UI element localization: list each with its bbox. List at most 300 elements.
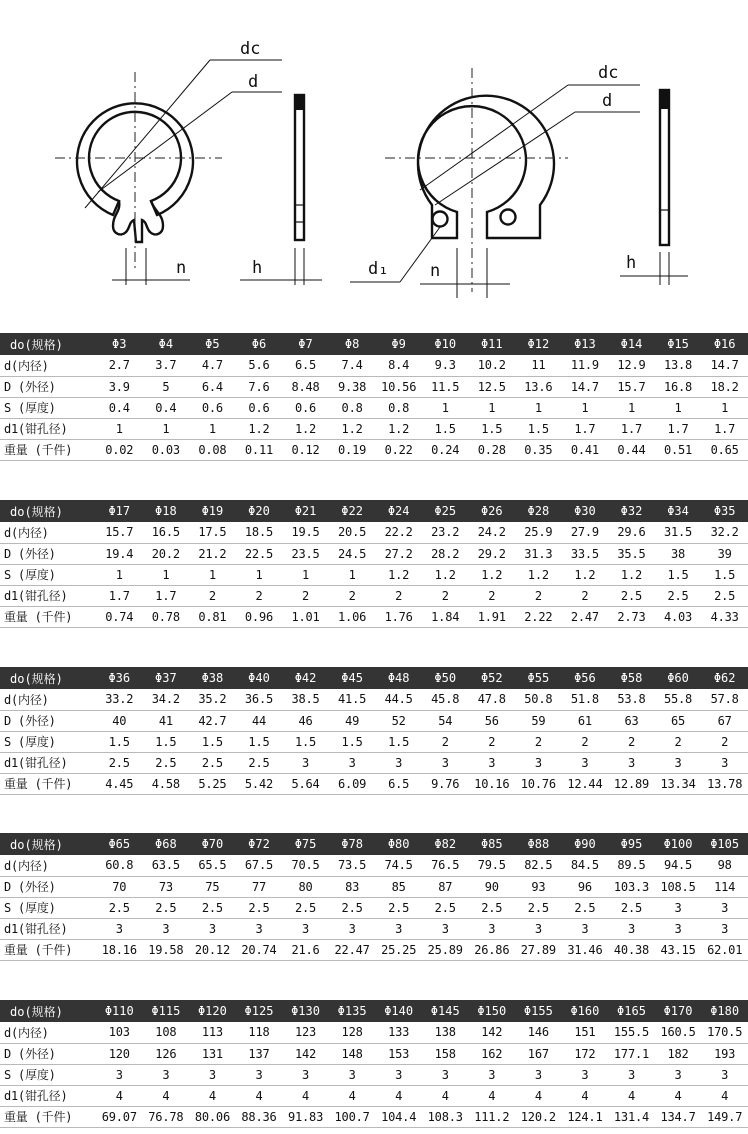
table-cell: 55.8 [655, 689, 702, 710]
row-label: D (外径) [0, 710, 96, 731]
table-cell: 3 [189, 918, 236, 939]
table-cell: 134.7 [655, 1106, 702, 1127]
table-header-row [0, 500, 748, 522]
table-cell: 15.7 [608, 376, 655, 397]
table-cell: 10.76 [515, 773, 562, 794]
table-cell: 5.25 [189, 773, 236, 794]
table-cell: 128 [329, 1022, 376, 1043]
table-cell: 1.5 [375, 731, 422, 752]
row-label: 重量 (千件) [0, 439, 96, 460]
table-cell: 118 [236, 1022, 283, 1043]
row-label: D (外径) [0, 543, 96, 564]
table-cell: 3 [701, 1064, 748, 1085]
size-header: Φ37 [143, 667, 190, 689]
row-label: D (外径) [0, 376, 96, 397]
table-cell: 2.5 [608, 897, 655, 918]
table-cell: 60.8 [96, 855, 143, 876]
row-label: D (外径) [0, 1043, 96, 1064]
table-row [0, 355, 748, 376]
table-cell: 54 [422, 710, 469, 731]
table-row [0, 897, 748, 918]
row-label: D (外径) [0, 876, 96, 897]
table-cell: 80.06 [189, 1106, 236, 1127]
table-cell: 20.74 [236, 939, 283, 960]
table-cell: 20.12 [189, 939, 236, 960]
table-cell: 100.7 [329, 1106, 376, 1127]
table-cell: 3 [655, 918, 702, 939]
table-cell: 2.5 [143, 752, 190, 773]
table-cell: 82.5 [515, 855, 562, 876]
table-cell: 2 [236, 585, 283, 606]
size-header: Φ17 [96, 500, 143, 522]
table-cell: 3 [282, 752, 329, 773]
table-cell: 1.2 [469, 564, 516, 585]
table-cell: 1 [655, 397, 702, 418]
table-cell: 3 [422, 1064, 469, 1085]
table-cell: 131.4 [608, 1106, 655, 1127]
table-cell: 4.03 [655, 606, 702, 627]
table-cell: 1.7 [701, 418, 748, 439]
table-cell: 8.4 [375, 355, 422, 376]
table-cell: 4.33 [701, 606, 748, 627]
size-header: Φ52 [469, 667, 516, 689]
table-cell: 160.5 [655, 1022, 702, 1043]
table-cell: 2.5 [701, 585, 748, 606]
table-cell: 2.5 [515, 897, 562, 918]
table-cell: 10.56 [375, 376, 422, 397]
table-cell: 3 [655, 1064, 702, 1085]
size-header: Φ58 [608, 667, 655, 689]
table-cell: 3.7 [143, 355, 190, 376]
table-cell: 90 [469, 876, 516, 897]
table-cell: 84.5 [562, 855, 609, 876]
table-cell: 8.48 [282, 376, 329, 397]
size-header: Φ60 [655, 667, 702, 689]
table-cell: 2.5 [608, 585, 655, 606]
header-label: do(规格) [0, 1000, 96, 1022]
retaining-ring-drawing [0, 0, 748, 320]
table-cell: 4 [562, 1085, 609, 1106]
table-cell: 1.7 [143, 585, 190, 606]
table-cell: 7.4 [329, 355, 376, 376]
size-header: Φ20 [236, 500, 283, 522]
table-cell: 11.5 [422, 376, 469, 397]
table-row [0, 1022, 748, 1043]
row-label: d(内径) [0, 689, 96, 710]
table-cell: 1 [96, 564, 143, 585]
table-cell: 6.5 [282, 355, 329, 376]
table-cell: 41 [143, 710, 190, 731]
table-cell: 1 [515, 397, 562, 418]
label-d-right: d [602, 91, 613, 111]
table-cell: 27.89 [515, 939, 562, 960]
size-header: Φ5 [189, 333, 236, 355]
label-h-left: h [252, 258, 263, 278]
size-header: Φ34 [655, 500, 702, 522]
table-cell: 25.9 [515, 522, 562, 543]
table-cell: 88.36 [236, 1106, 283, 1127]
table-cell: 148 [329, 1043, 376, 1064]
size-header: Φ160 [562, 1000, 609, 1022]
table-cell: 2 [375, 585, 422, 606]
row-label: S (厚度) [0, 564, 96, 585]
table-row [0, 585, 748, 606]
table-cell: 6.5 [375, 773, 422, 794]
table-cell: 3 [469, 752, 516, 773]
table-cell: 18.5 [236, 522, 283, 543]
table-cell: 3 [329, 1064, 376, 1085]
table-cell: 3 [562, 918, 609, 939]
table-cell: 2 [282, 585, 329, 606]
table-cell: 2.5 [655, 585, 702, 606]
table-cell: 38.5 [282, 689, 329, 710]
size-header: Φ16 [701, 333, 748, 355]
label-n-left: n [176, 258, 187, 278]
table-cell: 193 [701, 1043, 748, 1064]
table-cell: 177.1 [608, 1043, 655, 1064]
table-cell: 3 [515, 918, 562, 939]
table-cell: 33.5 [562, 543, 609, 564]
table-cell: 33.2 [96, 689, 143, 710]
table-cell: 10.2 [469, 355, 516, 376]
table-cell: 2 [422, 731, 469, 752]
table-cell: 73 [143, 876, 190, 897]
table-row [0, 752, 748, 773]
table-cell: 1 [143, 564, 190, 585]
table-row [0, 876, 748, 897]
table-cell: 63.5 [143, 855, 190, 876]
table-cell: 3 [375, 918, 422, 939]
size-header: Φ88 [515, 833, 562, 855]
table-cell: 3 [562, 1064, 609, 1085]
table-cell: 158 [422, 1043, 469, 1064]
table-cell: 1.5 [329, 731, 376, 752]
label-n-right: n [430, 261, 441, 281]
row-label: 重量 (千件) [0, 773, 96, 794]
table-cell: 13.8 [655, 355, 702, 376]
table-cell: 19.5 [282, 522, 329, 543]
label-dc-left: dc [240, 39, 261, 59]
table-cell: 18.16 [96, 939, 143, 960]
table-cell: 3 [236, 1064, 283, 1085]
table-cell: 182 [655, 1043, 702, 1064]
table-cell: 11.9 [562, 355, 609, 376]
table-cell: 67.5 [236, 855, 283, 876]
table-cell: 1.5 [236, 731, 283, 752]
table-cell: 3 [562, 752, 609, 773]
row-label: d(内径) [0, 855, 96, 876]
size-header: Φ145 [422, 1000, 469, 1022]
table-cell: 170.5 [701, 1022, 748, 1043]
table-cell: 0.24 [422, 439, 469, 460]
table-cell: 124.1 [562, 1106, 609, 1127]
table-cell: 22.5 [236, 543, 283, 564]
table-cell: 3 [701, 918, 748, 939]
table-cell: 18.2 [701, 376, 748, 397]
table-cell: 2 [701, 731, 748, 752]
table-cell: 1.2 [375, 564, 422, 585]
table-cell: 23.2 [422, 522, 469, 543]
table-cell: 2.22 [515, 606, 562, 627]
table-cell: 114 [701, 876, 748, 897]
table-cell: 1.5 [422, 418, 469, 439]
table-cell: 3 [608, 918, 655, 939]
table-cell: 1 [701, 397, 748, 418]
size-header: Φ130 [282, 1000, 329, 1022]
table-row [0, 939, 748, 960]
table-cell: 3 [701, 752, 748, 773]
table-cell: 5 [143, 376, 190, 397]
table-cell: 79.5 [469, 855, 516, 876]
table-cell: 3 [701, 897, 748, 918]
table-cell: 113 [189, 1022, 236, 1043]
table-row [0, 773, 748, 794]
table-cell: 0.74 [96, 606, 143, 627]
table-cell: 3 [608, 1064, 655, 1085]
table-cell: 3 [655, 897, 702, 918]
table-cell: 4.7 [189, 355, 236, 376]
size-header: Φ6 [236, 333, 283, 355]
table-cell: 3.9 [96, 376, 143, 397]
table-cell: 50.8 [515, 689, 562, 710]
table-cell: 40.38 [608, 939, 655, 960]
size-header: Φ14 [608, 333, 655, 355]
size-header: Φ26 [469, 500, 516, 522]
table-cell: 1.06 [329, 606, 376, 627]
table-row [0, 855, 748, 876]
table-row [0, 418, 748, 439]
table-cell: 1 [329, 564, 376, 585]
table-cell: 0.8 [329, 397, 376, 418]
table-cell: 111.2 [469, 1106, 516, 1127]
table-cell: 3 [329, 918, 376, 939]
table-cell: 1.5 [143, 731, 190, 752]
table-cell: 2.5 [469, 897, 516, 918]
table-cell: 1.5 [96, 731, 143, 752]
table-cell: 1.5 [701, 564, 748, 585]
row-label: d1(钳孔径) [0, 918, 96, 939]
table-cell: 44 [236, 710, 283, 731]
table-row [0, 522, 748, 543]
table-cell: 0.8 [375, 397, 422, 418]
table-cell: 3 [96, 918, 143, 939]
table-cell: 1.7 [96, 585, 143, 606]
table-cell: 35.2 [189, 689, 236, 710]
table-cell: 4 [189, 1085, 236, 1106]
table-cell: 1.2 [282, 418, 329, 439]
table-cell: 2 [515, 731, 562, 752]
table-cell: 32.2 [701, 522, 748, 543]
size-header: Φ12 [515, 333, 562, 355]
table-cell: 31.3 [515, 543, 562, 564]
table-cell: 4.58 [143, 773, 190, 794]
table-cell: 1.2 [236, 418, 283, 439]
table-cell: 16.8 [655, 376, 702, 397]
table-cell: 108.5 [655, 876, 702, 897]
table-cell: 40 [96, 710, 143, 731]
table-cell: 65.5 [189, 855, 236, 876]
table-cell: 4 [143, 1085, 190, 1106]
table-cell: 3 [469, 918, 516, 939]
table-cell: 65 [655, 710, 702, 731]
table-cell: 2.47 [562, 606, 609, 627]
left-side-profile [295, 95, 304, 240]
table-cell: 3 [608, 752, 655, 773]
size-header: Φ42 [282, 667, 329, 689]
table-row [0, 1085, 748, 1106]
table-cell: 17.5 [189, 522, 236, 543]
table-header-row [0, 333, 748, 355]
table-cell: 1.76 [375, 606, 422, 627]
table-cell: 131 [189, 1043, 236, 1064]
table-cell: 12.44 [562, 773, 609, 794]
table-cell: 0.6 [282, 397, 329, 418]
table-header-row [0, 833, 748, 855]
table-cell: 3 [422, 752, 469, 773]
row-label: d(内径) [0, 355, 96, 376]
size-header: Φ7 [282, 333, 329, 355]
table-cell: 137 [236, 1043, 283, 1064]
table-cell: 0.11 [236, 439, 283, 460]
table-cell: 142 [469, 1022, 516, 1043]
table-cell: 4 [515, 1085, 562, 1106]
table-cell: 70 [96, 876, 143, 897]
table-cell: 3 [282, 918, 329, 939]
table-cell: 24.2 [469, 522, 516, 543]
table-cell: 1.7 [608, 418, 655, 439]
size-header: Φ18 [143, 500, 190, 522]
table-cell: 91.83 [282, 1106, 329, 1127]
label-dc-right: dc [598, 63, 619, 83]
table-cell: 2.5 [329, 897, 376, 918]
table-cell: 2 [562, 731, 609, 752]
table-cell: 44.5 [375, 689, 422, 710]
size-header: Φ135 [329, 1000, 376, 1022]
table-cell: 75 [189, 876, 236, 897]
table-cell: 153 [375, 1043, 422, 1064]
table-cell: 69.07 [96, 1106, 143, 1127]
table-cell: 27.9 [562, 522, 609, 543]
table-cell: 1 [562, 397, 609, 418]
table-cell: 3 [375, 1064, 422, 1085]
size-header: Φ55 [515, 667, 562, 689]
table-row [0, 564, 748, 585]
table-cell: 12.5 [469, 376, 516, 397]
table-cell: 2.5 [96, 897, 143, 918]
table-cell: 4 [655, 1085, 702, 1106]
table-cell: 14.7 [701, 355, 748, 376]
table-cell: 1.7 [655, 418, 702, 439]
table-cell: 93 [515, 876, 562, 897]
table-cell: 22.2 [375, 522, 422, 543]
table-cell: 0.28 [469, 439, 516, 460]
table-cell: 23.5 [282, 543, 329, 564]
size-header: Φ11 [469, 333, 516, 355]
table-cell: 25.25 [375, 939, 422, 960]
table-cell: 1.2 [329, 418, 376, 439]
table-cell: 1.5 [189, 731, 236, 752]
header-label: do(规格) [0, 333, 96, 355]
size-header: Φ24 [375, 500, 422, 522]
size-header: Φ170 [655, 1000, 702, 1022]
table-cell: 28.2 [422, 543, 469, 564]
table-cell: 1 [282, 564, 329, 585]
table-cell: 80 [282, 876, 329, 897]
size-header: Φ50 [422, 667, 469, 689]
size-header: Φ72 [236, 833, 283, 855]
table-cell: 2 [189, 585, 236, 606]
table-cell: 0.65 [701, 439, 748, 460]
table-cell: 1 [469, 397, 516, 418]
table-cell: 2 [422, 585, 469, 606]
header-label: do(规格) [0, 833, 96, 855]
size-header: Φ13 [562, 333, 609, 355]
table-cell: 1.7 [562, 418, 609, 439]
table-cell: 5.6 [236, 355, 283, 376]
table-cell: 3 [143, 918, 190, 939]
table-cell: 94.5 [655, 855, 702, 876]
table-cell: 3 [655, 752, 702, 773]
table-cell: 63 [608, 710, 655, 731]
table-cell: 1 [422, 397, 469, 418]
table-cell: 24.5 [329, 543, 376, 564]
label-d-left: d [248, 72, 259, 92]
table-cell: 16.5 [143, 522, 190, 543]
table-cell: 6.09 [329, 773, 376, 794]
table-cell: 2 [515, 585, 562, 606]
table-cell: 4 [282, 1085, 329, 1106]
spec-table [0, 1000, 748, 1128]
table-cell: 4.45 [96, 773, 143, 794]
table-cell: 1.5 [469, 418, 516, 439]
size-header: Φ85 [469, 833, 516, 855]
table-cell: 21.6 [282, 939, 329, 960]
table-cell: 1.5 [515, 418, 562, 439]
table-cell: 1.01 [282, 606, 329, 627]
header-label: do(规格) [0, 500, 96, 522]
table-cell: 57.8 [701, 689, 748, 710]
label-d1-right: d₁ [368, 259, 389, 279]
table-cell: 42.7 [189, 710, 236, 731]
table-cell: 2.5 [375, 897, 422, 918]
table-cell: 98 [701, 855, 748, 876]
size-header: Φ19 [189, 500, 236, 522]
size-header: Φ82 [422, 833, 469, 855]
right-side-profile [660, 90, 669, 245]
table-cell: 1.2 [375, 418, 422, 439]
table-cell: 31.46 [562, 939, 609, 960]
size-header: Φ80 [375, 833, 422, 855]
size-header: Φ38 [189, 667, 236, 689]
table-cell: 0.08 [189, 439, 236, 460]
row-label: 重量 (千件) [0, 606, 96, 627]
size-header: Φ56 [562, 667, 609, 689]
size-header: Φ180 [701, 1000, 748, 1022]
size-header: Φ25 [422, 500, 469, 522]
table-cell: 2 [608, 731, 655, 752]
table-cell: 2 [469, 731, 516, 752]
table-cell: 0.4 [96, 397, 143, 418]
table-cell: 38 [655, 543, 702, 564]
size-header: Φ35 [701, 500, 748, 522]
table-cell: 4 [701, 1085, 748, 1106]
table-cell: 4 [96, 1085, 143, 1106]
table-cell: 12.9 [608, 355, 655, 376]
table-cell: 31.5 [655, 522, 702, 543]
size-header: Φ68 [143, 833, 190, 855]
table-cell: 4 [375, 1085, 422, 1106]
row-label: d1(钳孔径) [0, 418, 96, 439]
